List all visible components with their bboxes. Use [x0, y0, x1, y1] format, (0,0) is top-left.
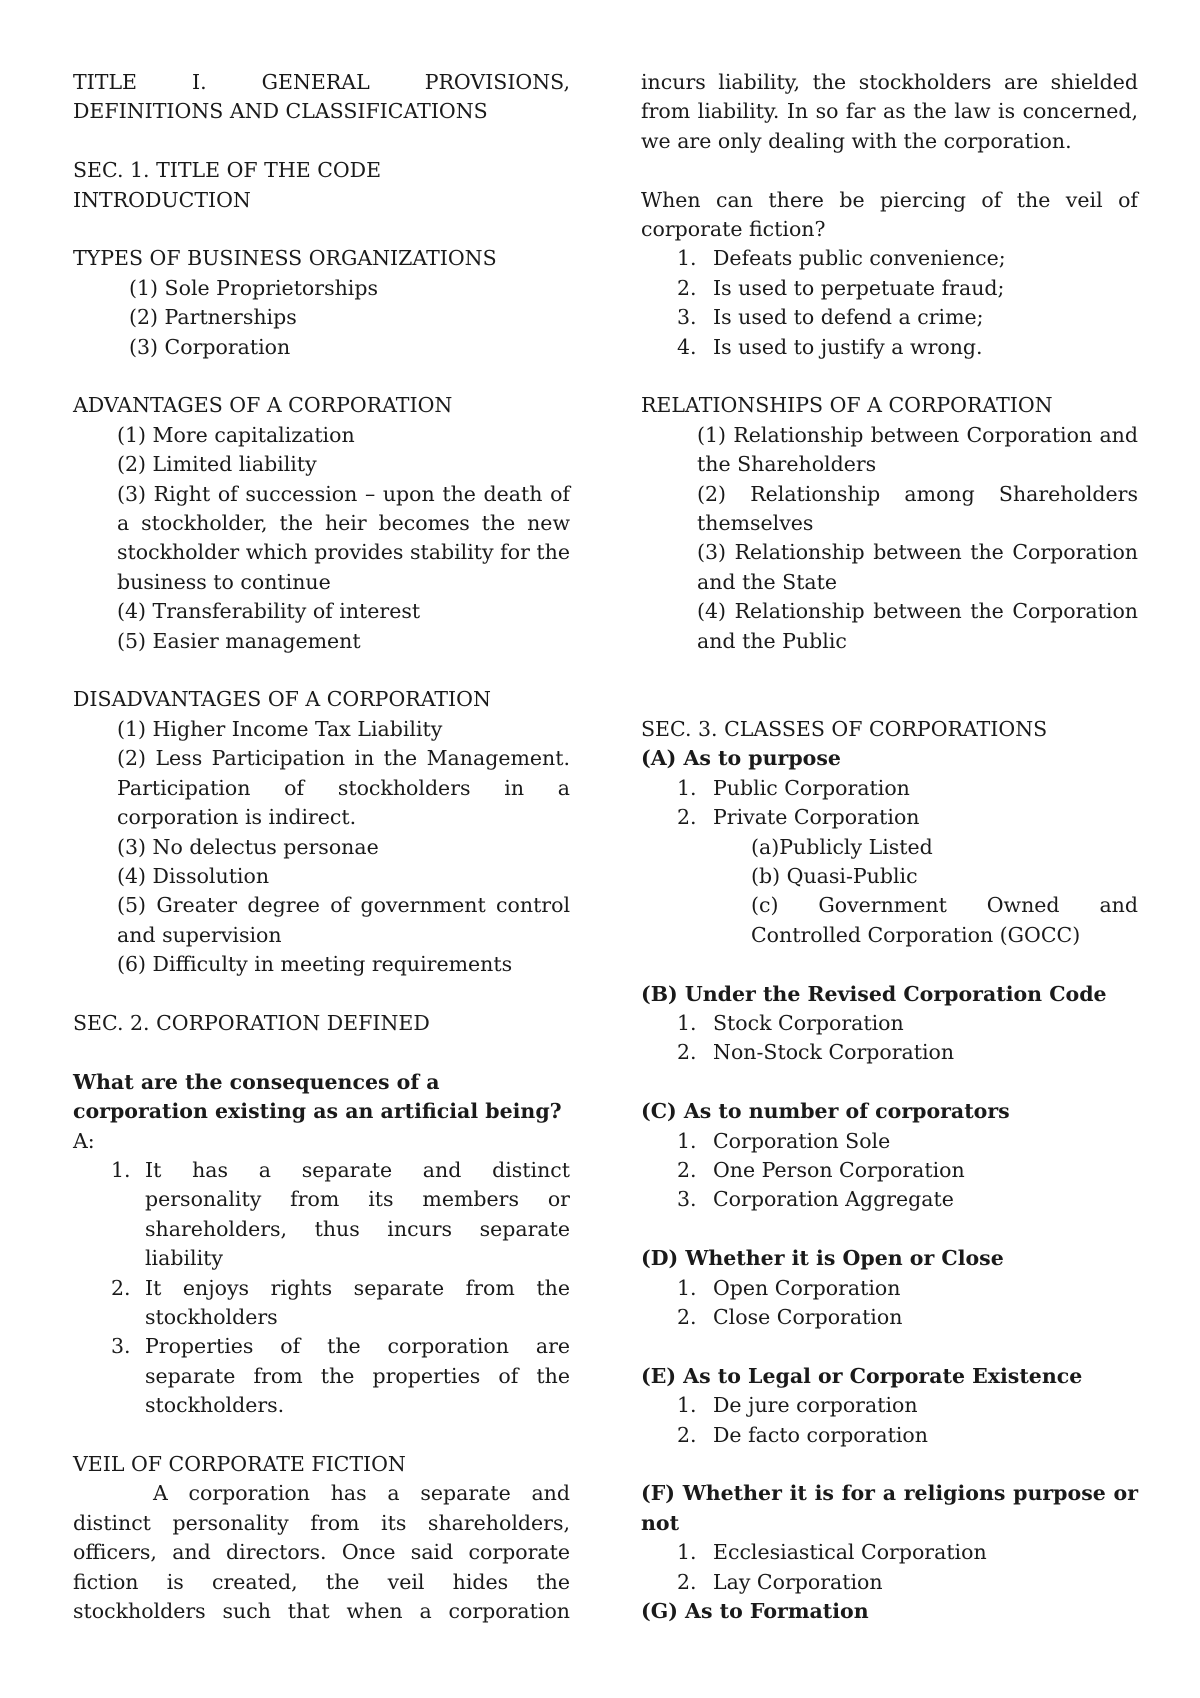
list-item: 2. De facto corporation — [677, 1422, 928, 1447]
list-item: (6) Difficulty in meeting requirements — [117, 952, 513, 977]
question-text: What are the consequences of a corporation existing as an artificial being? — [73, 1069, 562, 1124]
list-item: (1) Higher Income Tax Liability — [117, 716, 443, 741]
list-item: (2) Relationship among Shareholders themselves — [697, 481, 1138, 536]
left-column — [73, 68, 570, 1626]
section-3-heading: SEC. 3. CLASSES OF CORPORATIONS — [641, 716, 1048, 741]
list-item: (3) No delectus personae — [117, 834, 379, 859]
list-item: (2) Less Participation in the Management. Participation of stockholders in a corporation is indirect. — [117, 746, 570, 830]
list-item: 1. Corporation Sole — [677, 1128, 891, 1153]
class-e-heading: (E) As to Legal or Corporate Existence — [641, 1363, 1083, 1388]
list-item: (2) Limited liability — [117, 452, 317, 477]
list-item: (4) Dissolution — [117, 863, 270, 888]
section-1-heading: SEC. 1. TITLE OF THE CODE — [73, 158, 382, 183]
relationships-heading: RELATIONSHIPS OF A CORPORATION — [641, 393, 1053, 418]
list-item: 1. It has a separate and distinct personality from its members or shareholders, thus incurs separate liability — [111, 1157, 570, 1271]
list-item: 1. Public Corporation — [677, 775, 910, 800]
list-item: 2. Lay Corporation — [677, 1569, 883, 1594]
introduction-heading: INTRODUCTION — [73, 187, 251, 212]
list-item: 2. Private Corporation — [677, 805, 920, 830]
class-g-heading: (G) As to Formation — [641, 1599, 869, 1623]
list-item: (3) Right of succession – upon the death of a stockholder, the heir becomes the new stockholder which provides stability for the business to continue — [117, 481, 570, 594]
list-item: (1) Sole Proprietorships — [129, 275, 378, 300]
class-a-heading: (A) As to purpose — [641, 746, 841, 771]
list-item: (5) Greater degree of government control and supervision — [117, 893, 570, 947]
list-item: 3. Is used to defend a crime; — [677, 305, 984, 330]
list-item: 3. Properties of the corporation are separate from the properties of the stockholders. — [111, 1334, 570, 1418]
class-f-heading: (F) Whether it is for a religions purpose or not — [641, 1481, 1138, 1535]
sub-list-item: (b) Quasi-Public — [751, 863, 918, 888]
list-item: 3. Corporation Aggregate — [677, 1187, 954, 1212]
list-item: (3) Relationship between the Corporation and the State — [697, 540, 1138, 594]
list-item: 2. Close Corporation — [677, 1304, 903, 1329]
piercing-question: When can there be piercing of the veil of corporate fiction? — [641, 187, 1138, 242]
list-item: (2) Partnerships — [129, 305, 297, 330]
list-item: 1. Defeats public convenience; — [677, 246, 1006, 271]
list-item: (1) More capitalization — [117, 422, 355, 447]
list-item: 4. Is used to justify a wrong. — [677, 334, 983, 359]
veil-paragraph-continued: incurs liability, the stockholders are shielded from liability. In so far as the law is concerned, we are only dealing with the corporation. — [641, 70, 1138, 153]
section-2-heading: SEC. 2. CORPORATION DEFINED — [73, 1010, 430, 1035]
advantages-heading: ADVANTAGES OF A CORPORATION — [73, 393, 453, 418]
list-item: (1) Relationship between Corporation and the Shareholders — [697, 422, 1138, 477]
list-item: (3) Corporation — [129, 334, 291, 359]
list-item: 2. It enjoys rights separate from the stockholders — [111, 1275, 570, 1329]
list-item: (4) Relationship between the Corporation and the Public — [697, 599, 1138, 653]
veil-paragraph: A corporation has a separate and distinct personality from its shareholders, officers, and directors. Once said corporate fiction is created, the veil hides the stockholders such that when a corporation — [73, 1481, 570, 1624]
sub-list-item: (c) Government Owned and Controlled Corporation (GOCC) — [751, 893, 1138, 947]
list-item: 1. Ecclesiastical Corporation — [677, 1540, 987, 1565]
list-item: 2. Is used to perpetuate fraud; — [677, 275, 1005, 300]
disadvantages-heading: DISADVANTAGES OF A CORPORATION — [73, 687, 491, 712]
class-d-heading: (D) Whether it is Open or Close — [641, 1246, 1004, 1271]
class-b-heading: (B) Under the Revised Corporation Code — [641, 981, 1107, 1006]
list-item: 1. Stock Corporation — [677, 1010, 904, 1035]
list-item: 1. Open Corporation — [677, 1275, 901, 1300]
list-item: 2. One Person Corporation — [677, 1157, 965, 1182]
list-item: 1. De jure corporation — [677, 1393, 918, 1418]
title-line-2: DEFINITIONS AND CLASSIFICATIONS — [73, 99, 488, 124]
class-c-heading: (C) As to number of corporators — [641, 1099, 1010, 1124]
types-heading: TYPES OF BUSINESS ORGANIZATIONS — [73, 246, 497, 271]
list-item: (4) Transferability of interest — [117, 599, 421, 624]
list-item: 2. Non-Stock Corporation — [677, 1040, 955, 1065]
title-line-1: TITLE I. GENERAL PROVISIONS, — [73, 70, 570, 94]
list-item: (5) Easier management — [117, 628, 361, 653]
answer-label: A: — [73, 1128, 95, 1153]
sub-list-item: (a)Publicly Listed — [751, 834, 933, 859]
right-column — [641, 68, 1138, 1626]
veil-heading: VEIL OF CORPORATE FICTION — [73, 1451, 406, 1476]
